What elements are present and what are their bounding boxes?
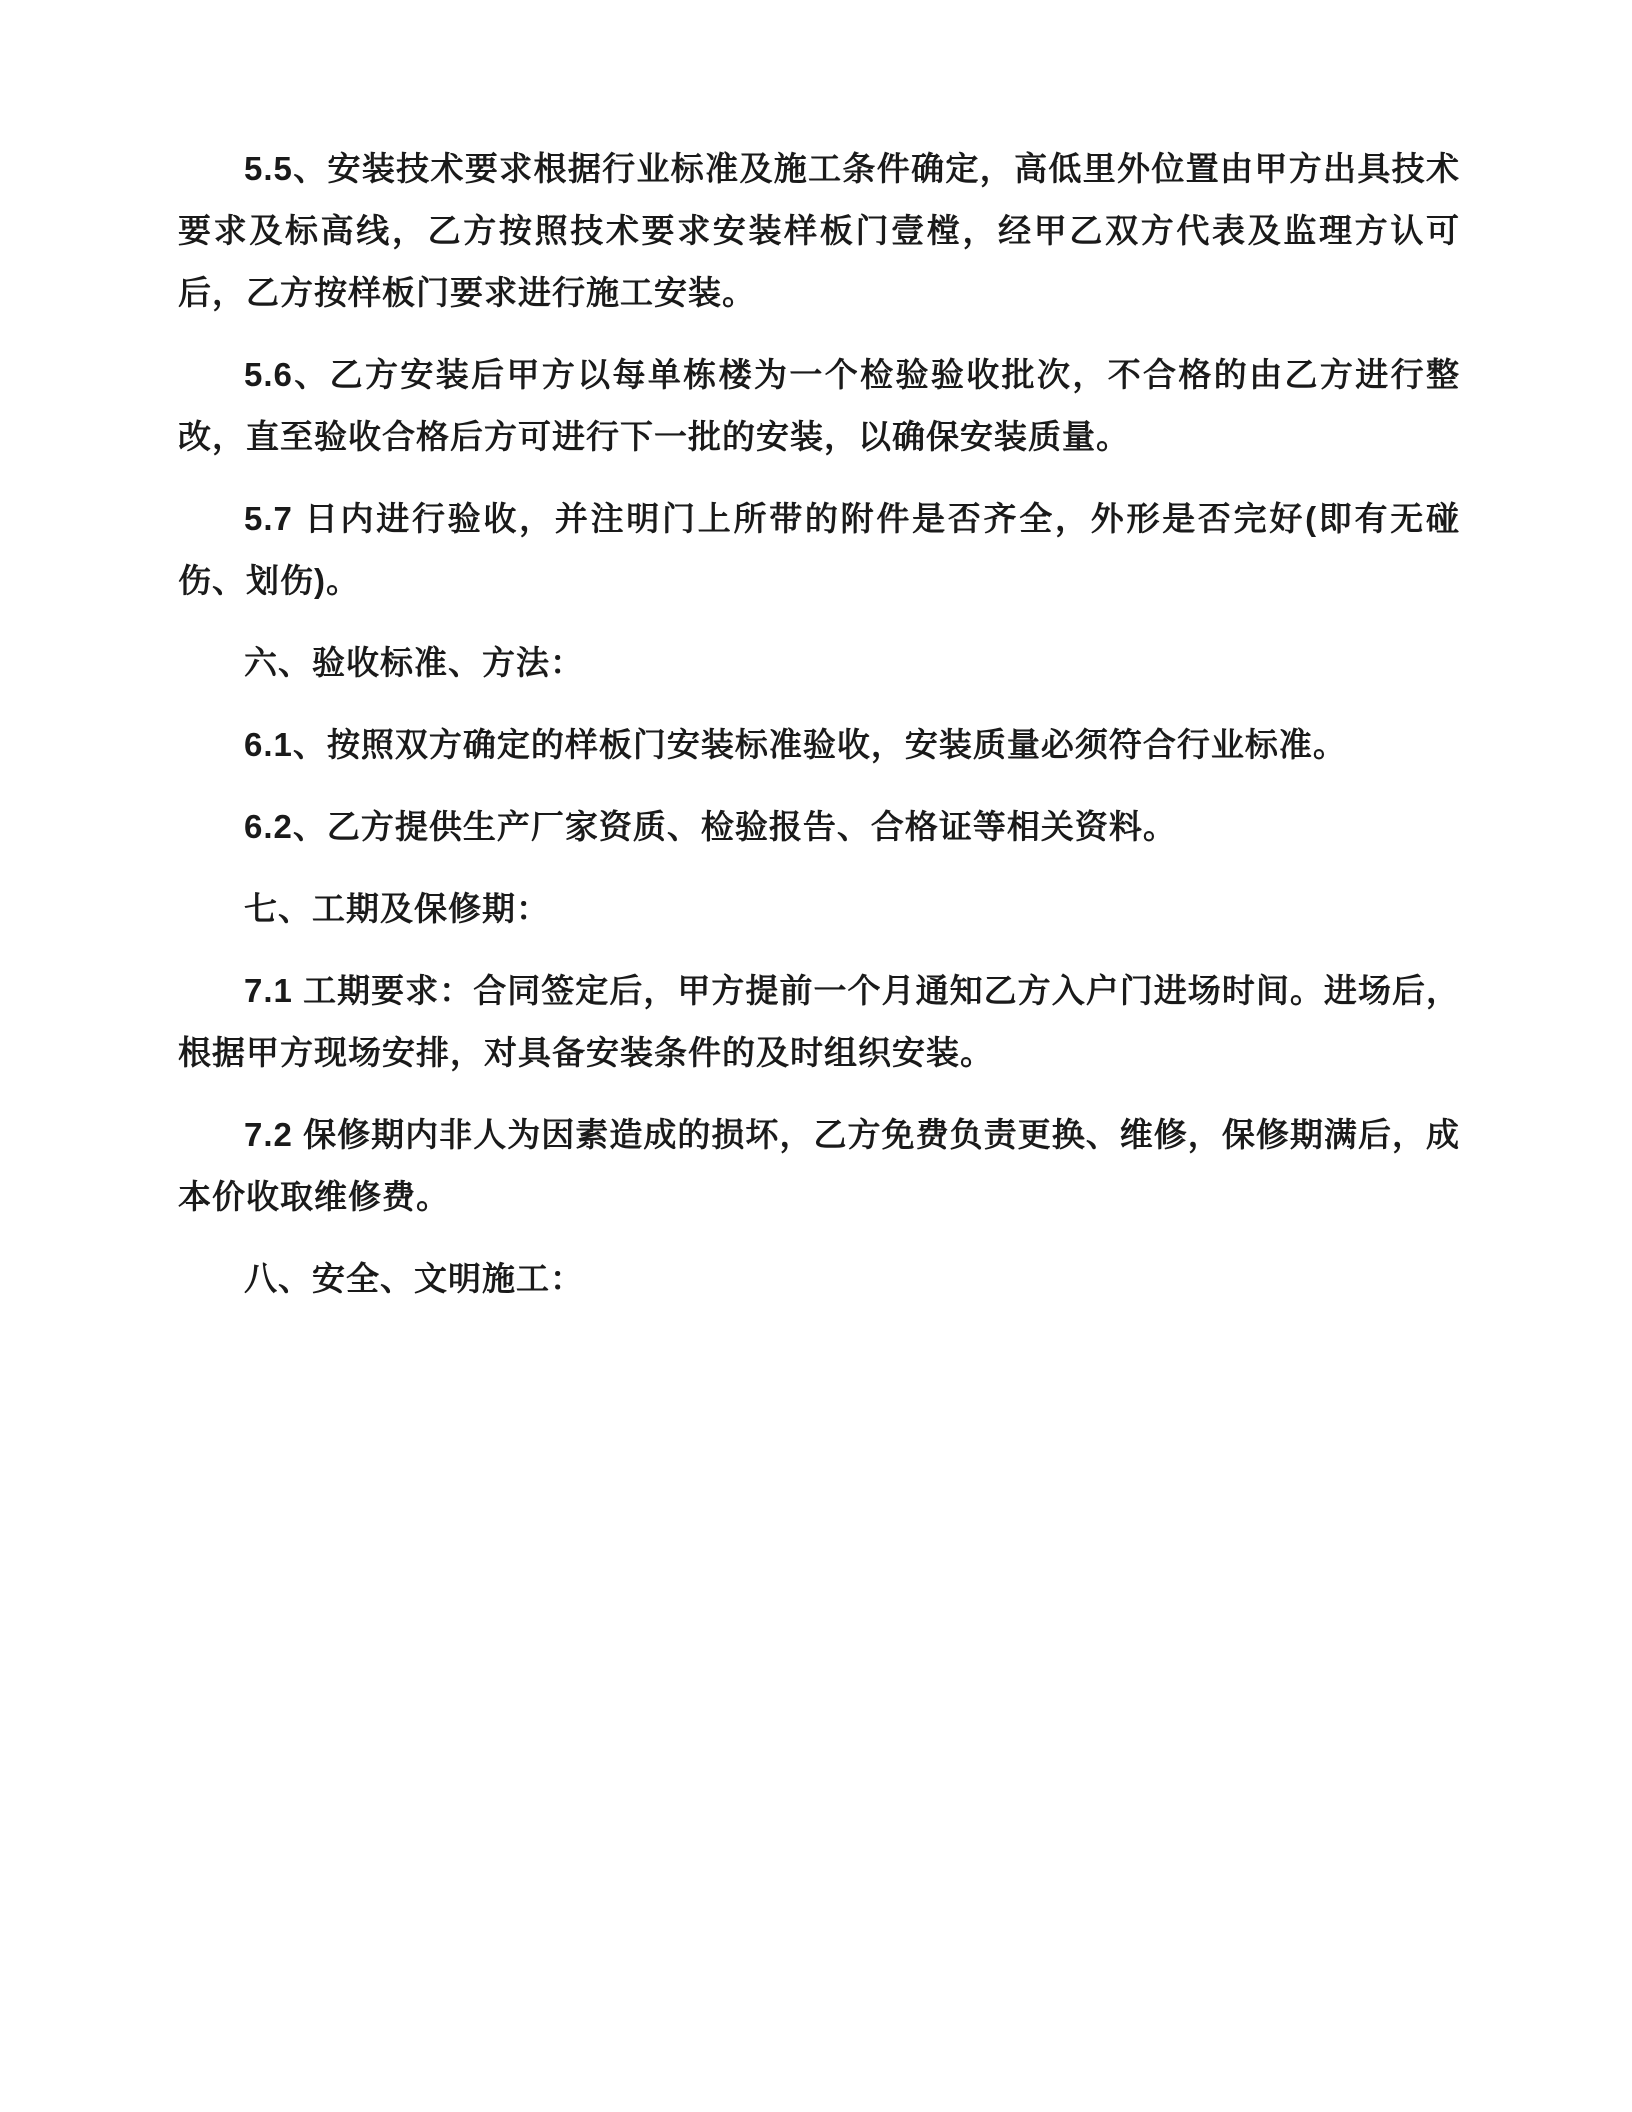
paragraph-7-2: 7.2 保修期内非人为因素造成的损坏，乙方免费负责更换、维修，保修期满后，成本价收取维修费。 bbox=[178, 1116, 1460, 1215]
paragraph-7-1: 7.1 工期要求：合同签定后，甲方提前一个月通知乙方入户门进场时间。进场后，根据甲方现场安排，对具备安装条件的及时组织安装。 bbox=[178, 972, 1460, 1071]
section-heading-7: 七、工期及保修期： bbox=[244, 890, 550, 927]
paragraph-6-1: 6.1、按照双方确定的样板门安装标准验收，安装质量必须符合行业标准。 bbox=[244, 726, 1347, 763]
paragraph-6-2: 6.2、乙方提供生产厂家资质、检验报告、合格证等相关资料。 bbox=[244, 808, 1177, 845]
paragraph-5-7: 5.7 日内进行验收，并注明门上所带的附件是否齐全，外形是否完好(即有无碰伤、划伤)。 bbox=[178, 500, 1460, 599]
section-heading-6: 六、验收标准、方法： bbox=[244, 644, 584, 681]
document-body bbox=[178, 138, 1460, 1310]
section-heading-8: 八、安全、文明施工： bbox=[244, 1260, 584, 1297]
paragraph-5-6: 5.6、乙方安装后甲方以每单栋楼为一个检验验收批次，不合格的由乙方进行整改，直至验收合格后方可进行下一批的安装，以确保安装质量。 bbox=[178, 356, 1460, 455]
paragraph-5-5: 5.5、安装技术要求根据行业标准及施工条件确定，高低里外位置由甲方出具技术要求及标高线，乙方按照技术要求安装样板门壹樘，经甲乙双方代表及监理方认可后，乙方按样板门要求进行施工安装。 bbox=[178, 150, 1460, 311]
